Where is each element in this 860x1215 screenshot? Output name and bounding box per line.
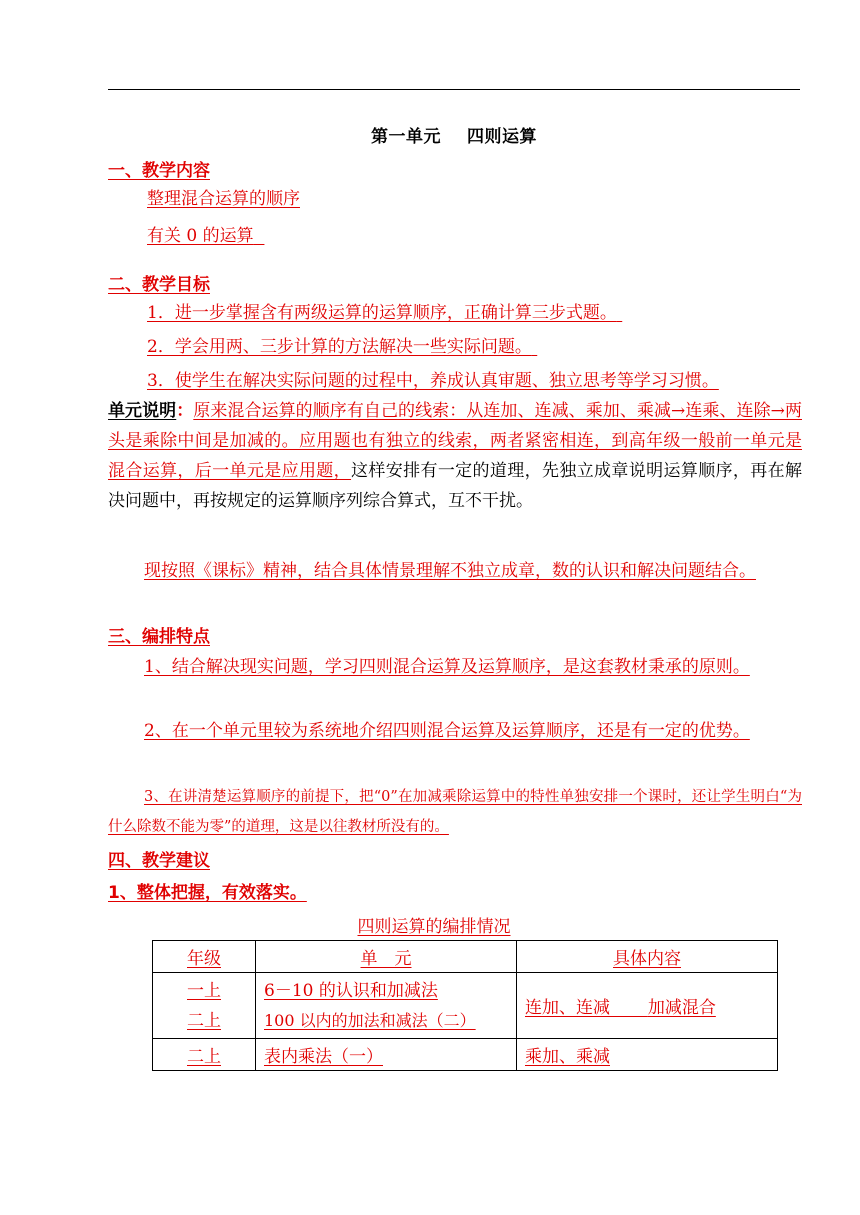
unit-note-red-text: 原来混合运算的顺序有自己的线索：从连加、连减、乘加、乘减→连乘、连除→两头是乘除中间是加减的。应用题也有独立的线索，两者紧密相连，到高年级一般前一单元是混合运算，后一单元是应用题， [108,401,802,481]
header-unit: 单 元 [256,941,517,973]
section3-item-3: 3、在讲清楚运算顺序的前提下，把“0”在加减乘除运算中的特性单独安排一个课时，还让学生明白“为什么除数不能为零”的道理，这是以往教材所没有的。 [108,789,802,835]
section4-sub1: 1、整体把握，有效落实。 [108,883,307,903]
header-rule [108,89,800,90]
arrangement-table [152,940,778,1071]
section2-item-1: 1．进一步掌握含有两级运算的运算顺序，正确计算三步式题。 [147,303,617,323]
section3-heading: 三、编排特点 [108,627,210,647]
unit-note-label: 单元说明 [108,401,177,421]
row2-grade: 二上 [153,1039,256,1071]
unit-note [108,396,802,516]
unit-note-black-text: 这样安排有一定的道理，先独立成章说明运算顺序，再在解决问题中，再按规定的运算顺序列综合算式，互不干扰。 [108,461,803,511]
section3-item-2: 2、在一个单元里较为系统地介绍四则混合运算及运算顺序，还是有一定的优势。 [144,721,750,741]
row1-units: 6－10 的认识和加减法 100 以内的加法和减法（二） [256,973,517,1039]
section2-item-2: 2．学会用两、三步计算的方法解决一些实际问题。 [147,337,532,357]
unit-note-colon: ： [176,401,194,421]
unit-note-para2: 现按照《课标》精神，结合具体情景理解不独立成章，数的认识和解决问题结合。 [144,561,756,581]
section3-item-1: 1、结合解决现实问题，学习四则混合运算及运算顺序，是这套教材秉承的原则。 [144,657,750,677]
page-title [0,122,860,147]
section2-heading: 二、教学目标 [108,275,210,295]
header-content: 具体内容 [517,941,778,973]
row2-unit: 表内乘法（一） [256,1039,517,1071]
section1-item-1: 整理混合运算的顺序 [147,189,300,209]
row1-grades: 一上 二上 [153,973,256,1039]
section2-item-3: 3．使学生在解决实际问题的过程中，养成认真审题、独立思考等学习习惯。 [147,371,719,391]
table-row [153,1039,778,1071]
title-unit: 第一单元 [371,127,441,147]
table-header-row [153,941,778,973]
title-topic: 四则运算 [467,127,537,147]
table-row [153,973,778,1039]
section1-item-2: 有关 0 的运算 [147,226,254,246]
section4-heading: 四、教学建议 [108,851,210,871]
table-caption: 四则运算的编排情况 [357,917,511,937]
header-grade: 年级 [153,941,256,973]
row1-content: 连加、连减 加减混合 [517,973,778,1039]
row2-content: 乘加、乘减 [517,1039,778,1071]
section1-heading: 一、教学内容 [108,161,210,181]
